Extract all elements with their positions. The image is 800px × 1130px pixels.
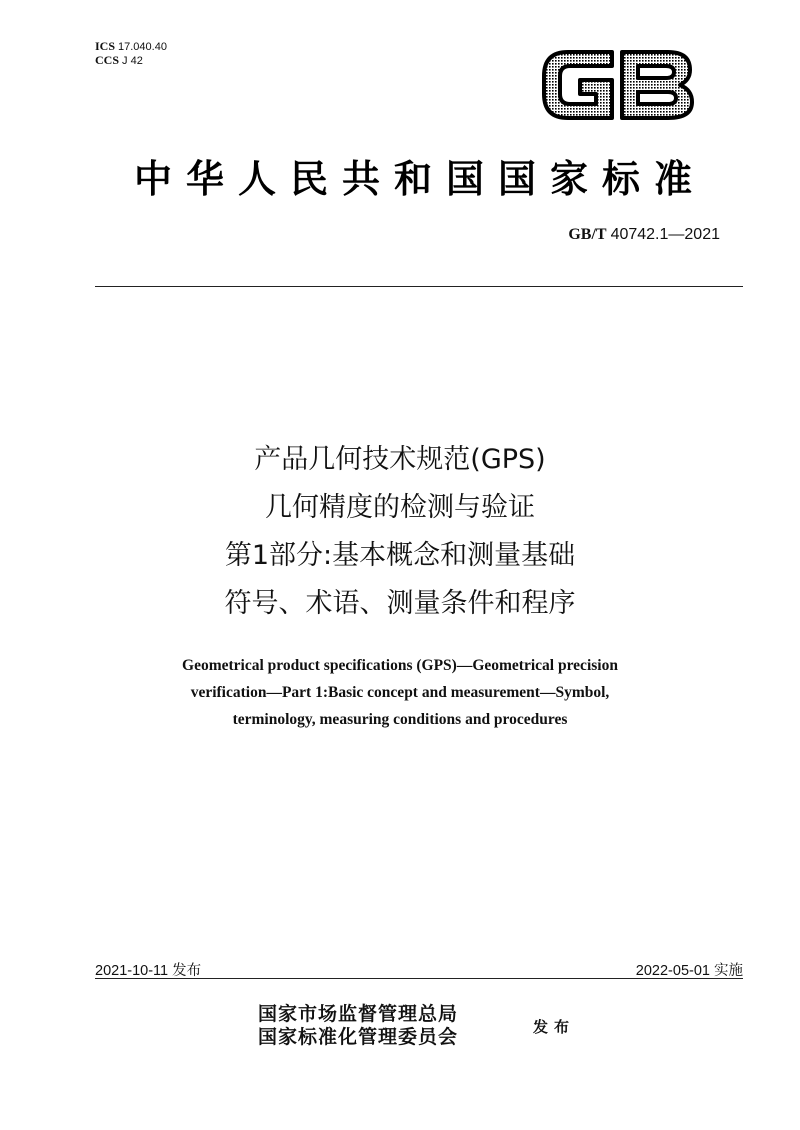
standard-prefix: GB/T: [568, 226, 607, 243]
english-title: [60, 652, 740, 733]
standard-number: [568, 226, 720, 244]
publish-label: 发布: [533, 1018, 576, 1036]
standard-number-value: 40742.1—2021: [610, 226, 720, 243]
gb-logo-icon: [540, 42, 698, 128]
ics-code: [95, 40, 167, 54]
ccs-code: [95, 54, 167, 68]
issuer-name: 国家标准化管理委员会: [258, 1026, 459, 1048]
chinese-title-line: 产品几何技术规范(GPS): [254, 444, 546, 475]
effective-date: 2022-05-01 实施: [635, 963, 743, 979]
classification-codes: [95, 40, 167, 68]
chinese-title-line: 符号、术语、测量条件和程序: [224, 588, 576, 619]
ccs-label: CCS: [95, 53, 120, 67]
english-title-line: verification—Part 1:Basic concept and measurement—Symbol,: [190, 684, 610, 701]
chinese-title: [60, 436, 740, 628]
national-standard-title: 中华人民共和国国家标准: [133, 156, 706, 201]
publication-date: 2021-10-11 发布: [95, 963, 202, 979]
ics-label: ICS: [95, 39, 116, 53]
footer-divider: [95, 978, 743, 979]
chinese-title-line: 几何精度的检测与验证: [265, 492, 535, 523]
english-title-line: terminology, measuring conditions and procedures: [232, 711, 568, 728]
issuer-name: 国家市场监督管理总局: [258, 1003, 459, 1025]
header-divider: [95, 286, 743, 287]
ccs-value: J 42: [122, 55, 143, 67]
english-title-line: Geometrical product specifications (GPS)—Geometrical precision: [182, 657, 618, 674]
chinese-title-line: 第1部分:基本概念和测量基础: [224, 540, 576, 571]
ics-value: 17.040.40: [118, 41, 167, 53]
issuing-authorities: [258, 1003, 458, 1049]
